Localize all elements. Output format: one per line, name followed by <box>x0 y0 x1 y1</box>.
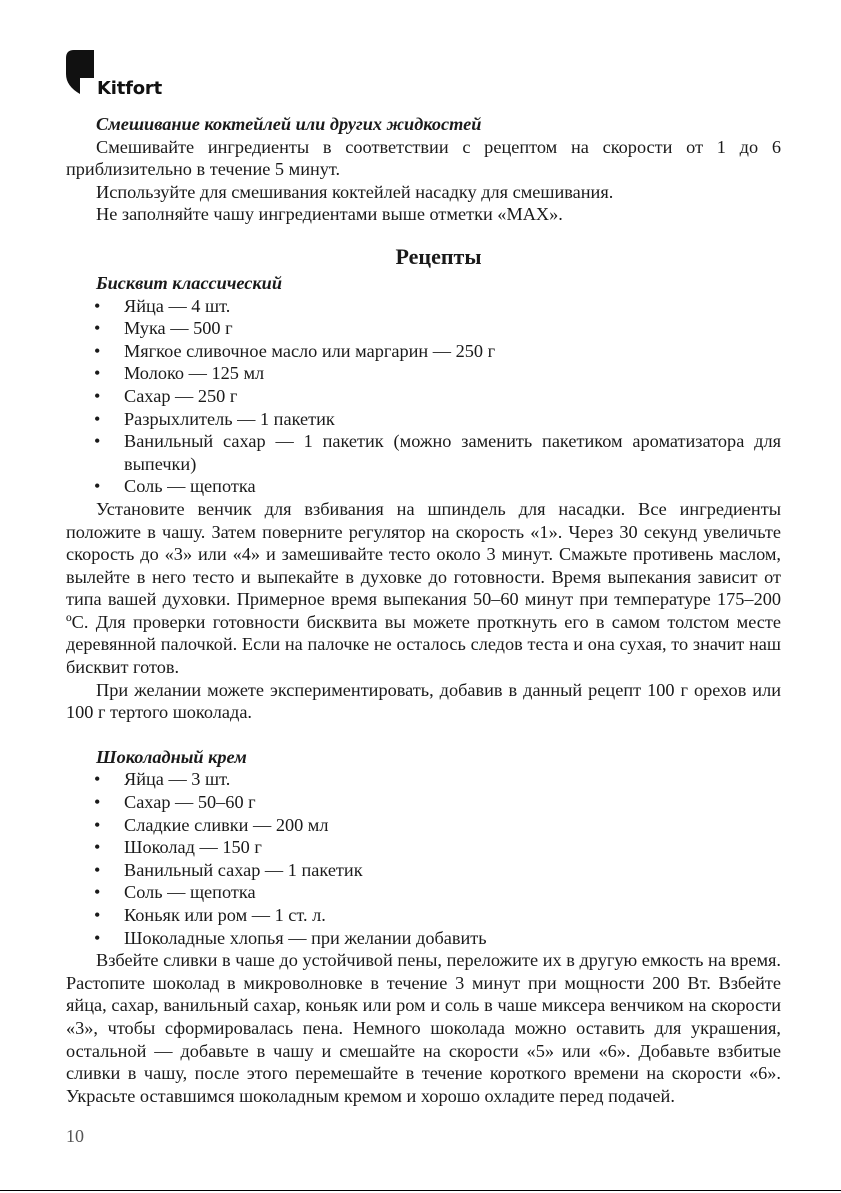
bullet-icon: • <box>94 318 101 339</box>
bullet-icon: • <box>94 859 101 880</box>
ingredient-text: Сахар — 50–60 г <box>124 792 256 813</box>
list-item <box>66 340 781 363</box>
recipes-title: Рецепты <box>395 243 482 269</box>
bullet-icon: • <box>94 792 101 813</box>
bullet-icon: • <box>94 837 101 858</box>
mixing-paragraph: Не заполняйте чашу ингредиентами выше отметки «MAX». <box>96 204 563 225</box>
list-item <box>66 362 781 385</box>
bullet-icon: • <box>94 476 101 497</box>
biscuit-ingredients-list <box>66 295 781 498</box>
ingredient-text: Шоколадные хлопья — при желании добавить <box>124 927 487 948</box>
bullet-icon: • <box>94 905 101 925</box>
section-spacer <box>66 724 781 746</box>
list-item <box>66 295 781 318</box>
ingredient-text: Мягкое сливочное масло или маргарин — 250 г <box>124 340 496 361</box>
chocolate-ingredients-list <box>66 768 781 949</box>
ingredient-text: Коньяк или ром — 1 ст. л. <box>124 905 326 925</box>
list-item <box>66 385 781 408</box>
ingredient-text: Яйца — 3 шт. <box>124 769 231 790</box>
brand-name: Kitfort <box>97 78 163 99</box>
bullet-icon: • <box>94 385 101 406</box>
biscuit-paragraph: При желании можете экспериментировать, добавив в данный рецепт 100 г орехов или 100 г тертого шоколада. <box>66 679 781 723</box>
kitfort-logo-mark-icon <box>66 50 94 94</box>
mixing-paragraph: Смешивайте ингредиенты в соответствии с рецептом на скорости от 1 до 6 приблизительно в течение 5 минут. <box>66 136 781 180</box>
list-item <box>66 475 781 498</box>
ingredient-text: Сахар — 250 г <box>124 385 238 406</box>
mixing-heading: Смешивание коктейлей или других жидкостей <box>96 114 482 134</box>
bullet-icon: • <box>94 814 101 835</box>
ingredient-text: Шоколад — 150 г <box>124 837 262 858</box>
ingredient-text: Разрыхлитель — 1 пакетик <box>124 408 335 429</box>
list-item <box>66 927 781 950</box>
bullet-icon: • <box>94 340 101 361</box>
bullet-icon: • <box>94 431 101 452</box>
bullet-icon: • <box>94 769 101 790</box>
bullet-icon: • <box>94 363 101 384</box>
ingredient-text: Сладкие сливки — 200 мл <box>124 814 329 835</box>
list-item <box>66 814 781 837</box>
list-item <box>66 791 781 814</box>
list-item <box>66 859 781 882</box>
chocolate-heading: Шоколадный крем <box>96 746 247 767</box>
bullet-icon: • <box>94 882 101 903</box>
chocolate-paragraph: Взбейте сливки в чаше до устойчивой пены, переложите их в другую емкость на время. Растопите шоколад в микроволновке в течение 3 минут при мощности 200 Вт. Взбейте яйца, сахар, ванильный сахар, коньяк или ром и соль в чаше миксера венчиком на скорости «3», чтобы сформировалась пена. Немного шоколада можно оставить для украшения, остальной — добавьте в чашу и смешайте на скорости «5» или «6». Добавьте взбитые сливки в чашу, после этого перемешайте в течение короткого времени на скорости «6». Украсьте оставшимся шоколадным кремом и хорошо охладите перед подачей. <box>66 950 781 1106</box>
bullet-icon: • <box>94 295 101 316</box>
ingredient-text: Соль — щепотка <box>124 882 256 903</box>
ingredient-text: Ванильный сахар — 1 пакетик (можно заменить пакетиком ароматизатора для выпечки) <box>124 431 781 474</box>
list-item <box>66 430 781 475</box>
list-item <box>66 317 781 340</box>
kitfort-logo <box>66 50 166 100</box>
ingredient-text: Яйца — 4 шт. <box>124 295 231 316</box>
mixing-paragraph: Используйте для смешивания коктейлей насадку для смешивания. <box>96 181 614 202</box>
list-item <box>66 768 781 791</box>
bullet-icon: • <box>94 927 101 948</box>
bottom-rule <box>0 1190 841 1191</box>
list-item <box>66 408 781 431</box>
ingredient-text: Мука — 500 г <box>124 318 233 339</box>
list-item <box>66 881 781 904</box>
ingredient-text: Молоко — 125 мл <box>124 363 265 384</box>
ingredient-text: Соль — щепотка <box>124 476 256 497</box>
ingredient-text: Ванильный сахар — 1 пакетик <box>124 859 363 880</box>
page-content <box>66 113 781 1107</box>
list-item <box>66 904 781 927</box>
bullet-icon: • <box>94 408 101 429</box>
page-number: 10 <box>66 1126 84 1146</box>
list-item <box>66 836 781 859</box>
biscuit-paragraph: Установите венчик для взбивания на шпиндель для насадки. Все ингредиенты положите в чашу. Затем поверните регулятор на скорость «1». Через 30 секунд увеличьте скорость до «3» или «4» и замешивайте тесто около 3 минут. Смажьте противень маслом, вылейте в него тесто и выпекайте в духовке до готовности. Время выпекания зависит от типа вашей духовки. Примерное время выпекания 50–60 минут при температуре 175–200 ºС. Для проверки готовности бисквита вы можете проткнуть его в самом толстом месте деревянной палочкой. Если на палочке не осталось следов теста и она сухая, то значит наш бисквит готов. <box>66 498 781 678</box>
biscuit-heading: Бисквит классический <box>96 272 283 293</box>
